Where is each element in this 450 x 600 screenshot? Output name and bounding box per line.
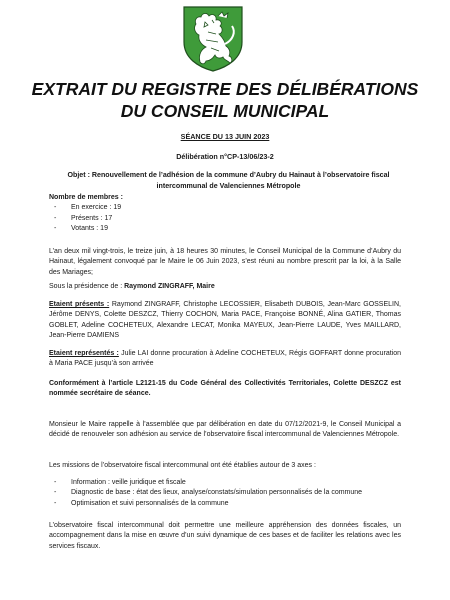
rappel-paragraph: Monsieur le Maire rappelle à l’assemblée que par délibération en date du 07/12/2021-9, le Conseil Municipal a décidé de renouveler son adhésion au service de l’observatoire fiscal intercommunal de Valenciennes Métropole.	[49, 421, 401, 439]
list-item: - Présents : 17	[54, 214, 113, 222]
membres-exercice: En exercice : 19	[71, 204, 122, 212]
objet-line-1: Objet : Renouvellement de l’adhésion de la commune d’Aubry du Hainaut à l’observatoire fiscal	[67, 171, 390, 179]
presents-text: Raymond ZINGRAFF, Christophe LECOSSIER, Elisabeth DUBOIS, Jean-Marc GOSSELIN, Jérôme DENYS, Colette DESZCZ, Thierry COCHON, Maria PACE, Françoise BONNÉ, Alina GATIER, Thomas GOBLET, Adeline COCHETEUX, Alexandre LECAT, Monika MAYEUX, Jean-Pierre LAUDE, Yves MAILLARD, Jean-Pierre DAMIENS	[49, 301, 401, 340]
mission-information: Information : veille juridique et fiscale	[71, 479, 186, 486]
list-item: - Votants : 19	[54, 225, 108, 233]
secretaire-paragraph: Conformément à l’article L2121-15 du Code Général des Collectivités Territoriales, Colette DESZCZ est nommée secrétaire de séance.	[49, 380, 401, 398]
list-item: - En exercice : 19	[54, 204, 122, 212]
missions-list	[49, 478, 401, 509]
representes-label: Etaient représentés :	[49, 350, 119, 357]
list-item: - Optimisation et suivi personnalisés de la commune	[54, 499, 229, 507]
membres-block	[49, 193, 401, 235]
lion-rampant-crest-icon	[178, 4, 248, 72]
mission-diagnostic: Diagnostic de base : état des lieux, analyse/constats/simulation personnalisés de la commune	[71, 489, 363, 497]
objet-line-2: intercommunal de Valenciennes Métropole	[156, 181, 301, 190]
membres-list	[49, 203, 401, 234]
title-line-2: DU CONSEIL MUNICIPAL	[120, 101, 330, 121]
intro-paragraph: L’an deux mil vingt-trois, le treize juin, à 18 heures 30 minutes, le Conseil Municipal de la Commune d’Aubry du Hainaut, légalement convoqué par le Maire le 06 Juin 2023, s’est réuni au nombre prescrit par la loi, à la Salle des Mariages;	[49, 248, 401, 276]
membres-presents: Présents : 17	[71, 214, 113, 222]
seance-date: SÉANCE DU 13 JUIN 2023	[180, 132, 270, 141]
objet-heading	[56, 170, 401, 191]
presidence-line	[49, 282, 401, 292]
missions-heading: Les missions de l’observatoire fiscal intercommunal ont été établies autour de 3 axes :	[49, 462, 316, 469]
deliberation-number: Délibération n°CP-13/06/23-2	[176, 152, 274, 161]
presidence-prefix: Sous la présidence de :	[49, 283, 125, 290]
list-item: - Information : veille juridique et fiscale	[54, 479, 186, 486]
membres-heading: Nombre de membres :	[49, 194, 123, 201]
mission-optimisation: Optimisation et suivi personnalisés de la commune	[71, 499, 229, 507]
list-item: - Diagnostic de base : état des lieux, analyse/constats/simulation personnalisés de la commune	[54, 489, 363, 497]
presidence-name: Raymond ZINGRAFF, Maire	[124, 283, 215, 290]
representes-text: Julie LAI donne procuration à Adeline COCHETEUX, Régis GOFFART donne procuration à Maria PACE jusqu’à son arrivée	[49, 350, 402, 368]
presents-label: Etaient présents :	[49, 301, 110, 308]
representes-paragraph	[49, 349, 401, 370]
title-line-1: EXTRAIT DU REGISTRE DES DÉLIBÉRATIONS	[31, 79, 419, 99]
document-title	[20, 78, 430, 122]
conclusion-paragraph: L’observatoire fiscal intercommunal doit permettre une meilleure appréhension des données fiscales, un accompagnement dans la mise en œuvre d’un suivi dynamique de ces bases et de faciliter les relations avec les services fiscaux.	[49, 522, 401, 550]
membres-votants: Votants : 19	[71, 225, 108, 233]
missions-block	[49, 478, 401, 509]
presents-paragraph	[49, 300, 401, 342]
